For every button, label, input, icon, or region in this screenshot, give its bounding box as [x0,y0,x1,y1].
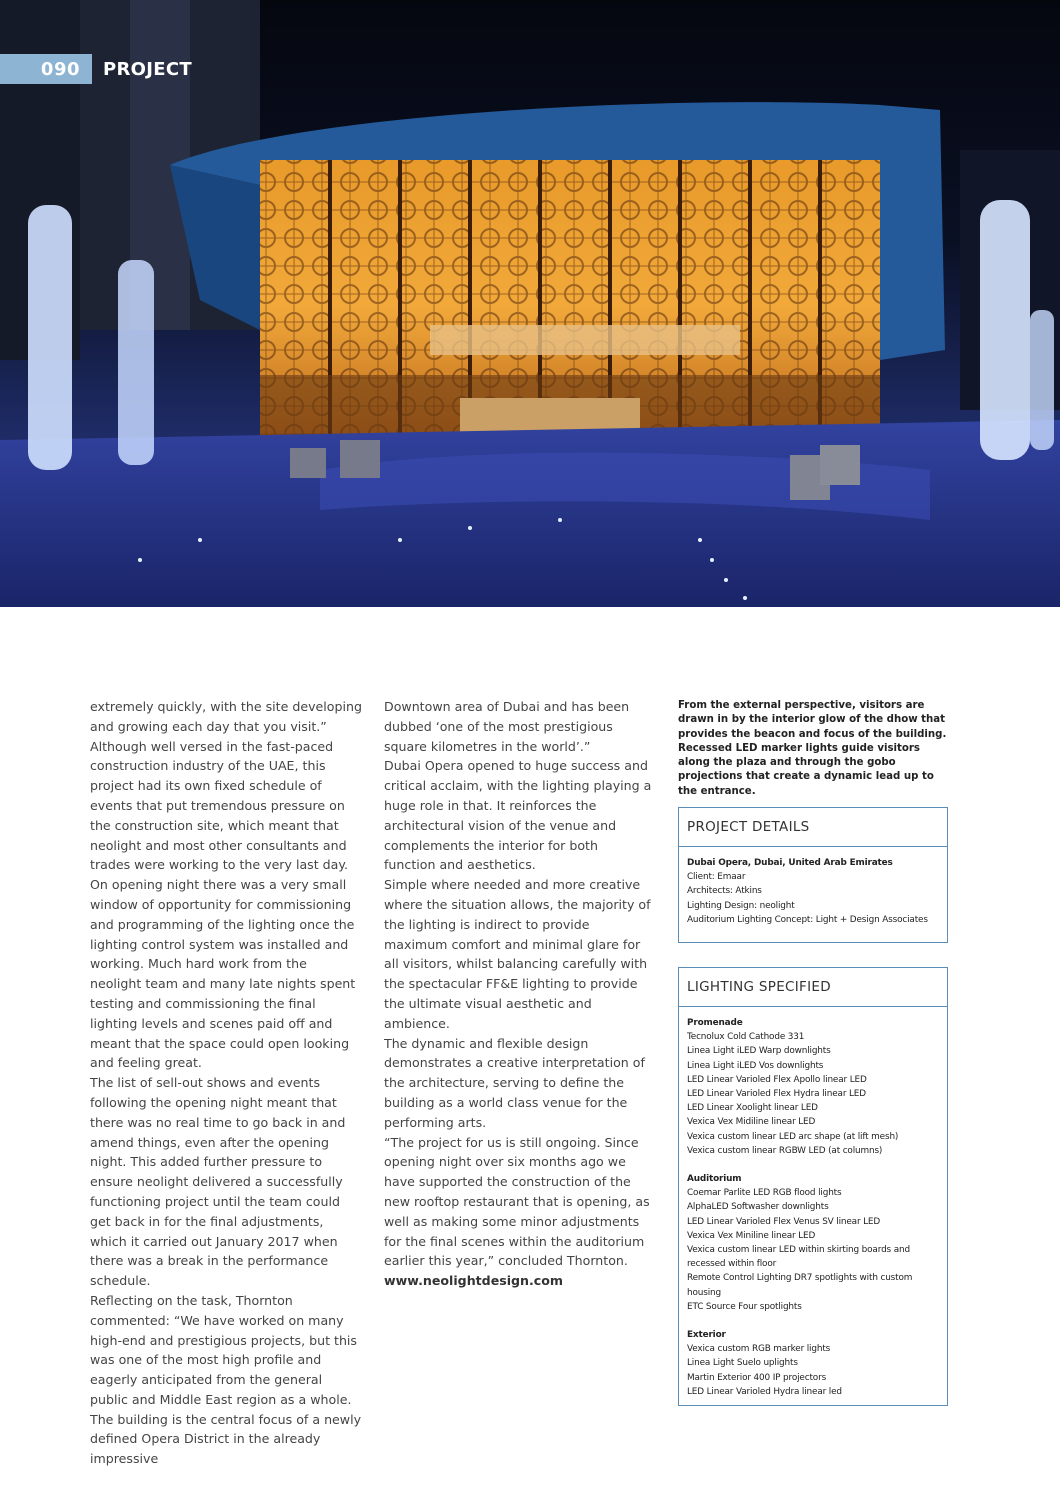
list-item: Remote Control Lighting DR7 spotlights with custom housing [687,1273,913,1298]
list-item: Linea Light Suelo uplights [687,1358,798,1369]
group-heading: Exterior [687,1330,726,1341]
paragraph: Dubai Opera opened to huge success and critical acclaim, with the lighting playing a huge role in that. It reinforces the architectural vision of the venue and complements the interior for both function and aesthetics. [384,758,652,873]
list-item: Linea Light iLED Warp downlights [687,1046,831,1057]
list-item: ETC Source Four spotlights [687,1301,802,1312]
list-item: Coemar Parlite LED RGB flood lights [687,1188,842,1199]
lighting-group-exterior [687,1328,939,1399]
project-name: Dubai Opera, Dubai, United Arab Emirates [687,858,893,868]
section-title: PROJECT [103,58,192,80]
detail-line: Architects: Atkins [687,886,762,897]
lighting-group-auditorium [687,1172,939,1314]
list-item: Vexica Vex Miniline linear LED [687,1230,816,1241]
page-header-tag [0,54,192,84]
list-item: LED Linear Varioled Flex Hydra linear LED [687,1089,866,1100]
list-item: Martin Exterior 400 IP projectors [687,1372,827,1383]
detail-line: Lighting Design: neolight [687,900,795,911]
paragraph: “The project for us is still ongoing. Since opening night over six months ago we have supported the construction of the new rooftop restaurant that is opening, as well as making some minor adjustments for the final scenes within the auditorium earlier this year,” concluded Thornton. [384,1134,650,1269]
paragraph: The list of sell-out shows and events following the opening night meant that there was no real time to go back in and amend things, even after the opening night. This added further pressure to ensure neolight delivered a successfully functioning project until the team could get back in for the final adjustments, which it carried out January 2017 when there was a break in the performance schedule. [90,1075,346,1289]
list-item: AlphaLED Softwasher downlights [687,1202,829,1213]
list-item: Vexica custom linear LED arc shape (at lift mesh) [687,1131,899,1142]
list-item: LED Linear Varioled Hydra linear led [687,1386,842,1397]
group-heading: Auditorium [687,1174,742,1185]
paragraph: Downtown area of Dubai and has been dubbed ‘one of the most prestigious square kilometres in the world’.” [384,699,630,754]
list-item: Linea Light iLED Vos downlights [687,1060,824,1071]
photo-dubai-opera-night-facade [0,0,1060,607]
lighting-group-promenade [687,1016,939,1158]
paragraph: Reflecting on the task, Thornton commented: “We have worked on many high-end and prestigious projects, but this was one of the most high profile and eagerly anticipated from the general public and Middle East region as a whole. The building is the central focus of a newly defined Opera District in the already impressive [90,1292,362,1467]
paragraph: The dynamic and flexible design demonstrates a creative interpretation of the architecture, serving to define the building as a world class venue for the performing arts. [384,1035,645,1130]
palm-trunk-left [28,205,72,470]
list-item: Vexica Vex Midiline linear LED [687,1117,816,1128]
paragraph: On opening night there was a very small window of opportunity for commissioning and programming of the lighting once the lighting control system was installed and working. Much hard work from the neolight team and many late nights spent testing and commissioning the final lighting levels and scenes paid off and meant that the space could open looking and feeling great. [90,877,356,1071]
detail-line: Client: Emaar [687,872,746,883]
paragraph: extremely quickly, with the site developing and growing each day that you visit.” [90,699,362,734]
article-column-1 [90,697,362,1469]
palm-trunk-right [980,200,1030,460]
project-details-title: PROJECT DETAILS [679,808,947,847]
list-item: Vexica custom linear LED within skirting boards and recessed within floor [687,1245,910,1270]
page-number: 090 [0,54,92,84]
list-item: Tecnolux Cold Cathode 331 [687,1032,805,1043]
paragraph: Simple where needed and more creative where the situation allows, the majority of the lighting is indirect to provide maximum comfort and minimal glare for all visitors, whilst balancing carefully with the spectacular FF&E lighting to provide the ultimate visual aesthetic and ambience. [384,877,651,1031]
list-item: Vexica custom linear RGBW LED (at columns) [687,1145,883,1156]
photo-caption: From the external perspective, visitors are drawn in by the interior glow of the dhow that provides the beacon and focus of the building. Recessed LED marker lights guide visitors along the plaza and through the gobo projections that create a dynamic lead up to the entrance. [678,700,947,797]
project-details-box [678,807,948,943]
article-column-2 [384,697,652,1291]
website-link[interactable]: www.neolightdesign.com [384,1273,564,1289]
group-heading: Promenade [687,1018,743,1028]
list-item: LED Linear Varioled Flex Apollo linear LED [687,1074,867,1085]
hero-photo [0,0,1060,607]
project-details-body [679,847,947,935]
detail-line: Auditorium Lighting Concept: Light + Design Associates [687,914,928,925]
list-item: LED Linear Varioled Flex Venus SV linear LED [687,1216,881,1227]
lighting-specified-title: LIGHTING SPECIFIED [679,968,947,1007]
list-item: Vexica custom RGB marker lights [687,1344,831,1355]
paragraph: Although well versed in the fast-paced construction industry of the UAE, this project had its own fixed schedule of events that put tremendous pressure on the construction site, which meant that neolight and most other consultants and trades were working to the very last day. [90,738,349,873]
list-item: LED Linear Xoolight linear LED [687,1103,818,1114]
lighting-specified-box [678,967,948,1406]
lighting-specified-body [679,1007,947,1407]
